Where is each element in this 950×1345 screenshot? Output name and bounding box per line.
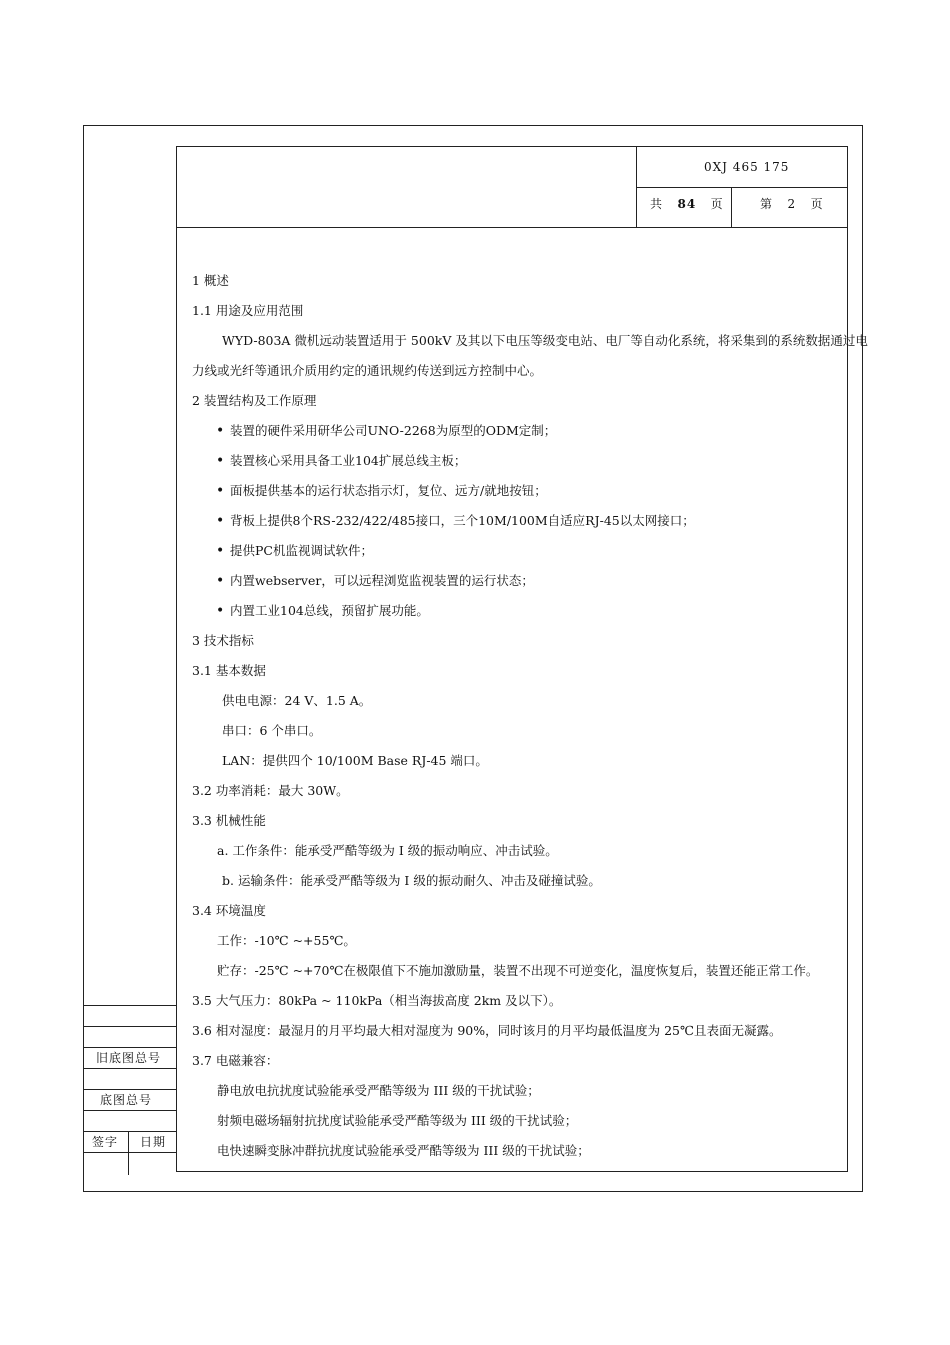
heading-3: 3 技术指标 <box>192 633 254 648</box>
side-rule-6 <box>83 1110 176 1111</box>
list-item: • 提供PC机监视调试软件； <box>192 536 837 566</box>
total-pages: 共 84 页 <box>650 197 724 211</box>
side-rule-5 <box>83 1089 176 1090</box>
base-total-label: 底图总号 <box>100 1093 153 1107</box>
heading-1-1: 1.1 用途及应用范围 <box>192 303 304 318</box>
heading-3-7: 3.7 电磁兼容： <box>192 1053 279 1068</box>
serial-port-spec: 串口：6 个串口。 <box>222 723 322 738</box>
list-item: • 装置核心采用具备工业104扩展总线主板； <box>192 446 837 476</box>
heading-3-2: 3.2 功率消耗：最大 30W。 <box>192 783 349 798</box>
list-item: • 内置webserver，可以远程浏览监视装置的运行状态； <box>192 566 837 596</box>
page-number: 第 2 页 <box>760 197 824 211</box>
side-rule-7 <box>83 1131 176 1132</box>
emc-eft: 电快速瞬变脉冲群抗扰度试验能承受严酷等级为 III 级的干扰试验； <box>217 1143 590 1158</box>
heading-3-6: 3.6 相对湿度：最湿月的月平均最大相对湿度为 90%，同时该月的月平均最低温度为 25℃且表面无凝露。 <box>192 1023 782 1038</box>
heading-3-5: 3.5 大气压力：80kPa ~ 110kPa（相当海拔高度 2km 及以下）。 <box>192 993 562 1008</box>
side-rule-2 <box>83 1026 176 1027</box>
mechanical-transport-condition: b. 运输条件：能承受严酷等级为 I 级的振动耐久、冲击及碰撞试验。 <box>222 873 601 888</box>
storage-temperature: 贮存：-25℃ ~+70℃在极限值下不施加激励量，装置不出现不可逆变化，温度恢复后，装置还能正常工作。 <box>217 963 819 978</box>
old-base-total-label: 旧底图总号 <box>96 1051 162 1065</box>
doc-number: 0XJ 465 175 <box>704 160 790 174</box>
emc-radiated: 射频电磁场辐射抗扰度试验能承受严酷等级为 III 级的干扰试验； <box>217 1113 578 1128</box>
lan-spec: LAN：提供四个 10/100M Base RJ-45 端口。 <box>222 753 488 768</box>
paragraph-purpose-line2: 力线或光纤等通讯介质用约定的通讯规约传送到远方控制中心。 <box>192 363 543 378</box>
mechanical-work-condition: a. 工作条件：能承受严酷等级为 I 级的振动响应、冲击试验。 <box>217 843 558 858</box>
heading-1: 1 概述 <box>192 273 229 288</box>
heading-3-1: 3.1 基本数据 <box>192 663 266 678</box>
document-body <box>192 266 868 1166</box>
emc-esd: 静电放电抗扰度试验能承受严酷等级为 III 级的干扰试验； <box>217 1083 540 1098</box>
date-label: 日期 <box>140 1135 167 1149</box>
side-rule-3 <box>83 1047 176 1048</box>
list-item: • 内置工业104总线，预留扩展功能。 <box>192 596 837 626</box>
power-supply-spec: 供电电源：24 V、1.5 A。 <box>222 693 372 708</box>
list-item: • 面板提供基本的运行状态指示灯，复位、远方/就地按钮； <box>192 476 837 506</box>
header-divider-pages <box>731 187 732 227</box>
header-bottom-rule <box>176 227 848 228</box>
list-item: • 背板上提供8个RS-232/422/485接口，三个10M/100M自适应RJ-45以太网接口； <box>192 506 837 536</box>
heading-3-4: 3.4 环境温度 <box>192 903 266 918</box>
side-rule-4 <box>83 1068 176 1069</box>
side-rule-8 <box>83 1152 176 1153</box>
signature-label: 签字 <box>92 1135 119 1149</box>
heading-2: 2 装置结构及工作原理 <box>192 393 317 408</box>
work-temperature: 工作：-10℃ ~+55℃。 <box>217 933 356 948</box>
side-divider <box>128 1131 129 1175</box>
paragraph-purpose-line1: WYD-803A 微机远动装置适用于 500kV 及其以下电压等级变电站、电厂等自动化系统，将采集到的系统数据通过电 <box>222 333 868 348</box>
list-item: • 装置的硬件采用研华公司UNO-2268为原型的ODM定制； <box>192 416 837 446</box>
header-mid-rule <box>636 187 848 188</box>
side-rule-1 <box>83 1005 176 1006</box>
heading-3-3: 3.3 机械性能 <box>192 813 266 828</box>
